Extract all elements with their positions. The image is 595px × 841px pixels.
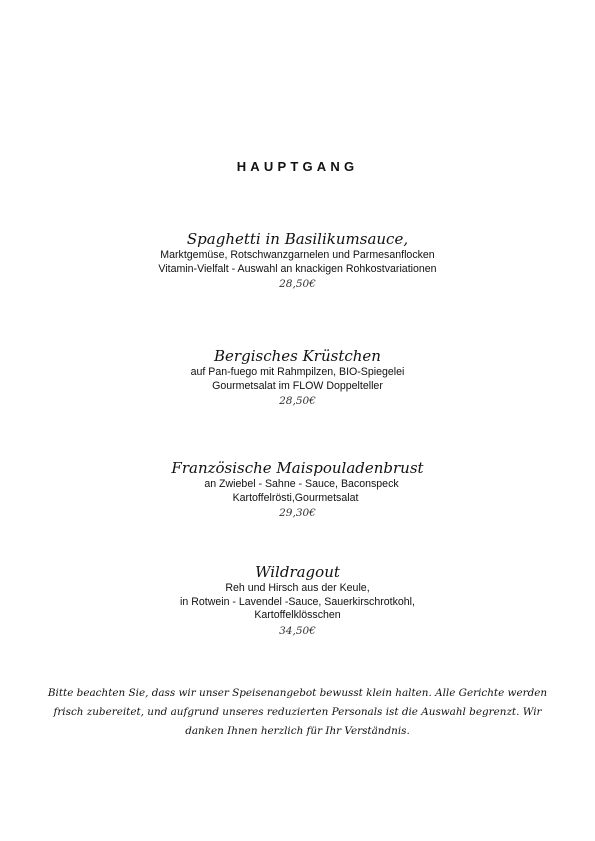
dish-name: Französische Maispouladenbrust [171, 459, 424, 477]
dish-price: 28,50€ [279, 395, 316, 407]
dish-wildragout [0, 564, 595, 638]
dish-name: Bergisches Krüstchen [214, 347, 381, 365]
dish-price: 34,50€ [279, 624, 316, 637]
dish-name: Wildragout [255, 563, 340, 581]
dish-description-line: an Zwiebel - Sahne - Sauce, Baconspeck [204, 478, 399, 490]
dish-name: Spaghetti in Basilikumsauce, [186, 230, 409, 248]
section-heading: HAUPTGANG [236, 159, 359, 174]
dish-spaghetti [0, 231, 595, 291]
dish-maispouladenbrust [0, 460, 595, 520]
dish-description-line: Kartoffelklösschen [254, 609, 341, 621]
dish-description-line: Reh und Hirsch aus der Keule, [225, 582, 370, 594]
dish-description-line: auf Pan-fuego mit Rahmpilzen, BIO-Spiegelei [190, 366, 405, 378]
dish-description-line: Vitamin-Vielfalt - Auswahl an knackigen Rohkostvariationen [158, 262, 437, 275]
availability-note: Bitte beachten Sie, dass wir unser Speisenangebot bewusst klein halten. Alle Gerichte werden frisch zubereitet, und aufgrund unseres reduzierten Personals ist die Auswahl begrenzt. Wir danken Ihnen herzlich für Ihr Verständnis. [47, 687, 548, 737]
dish-price: 29,30€ [279, 507, 316, 519]
dish-description-line: Marktgemüse, Rotschwanzgarnelen und Parmesanflocken [160, 249, 435, 261]
dish-description-line: in Rotwein - Lavendel -Sauce, Sauerkirschrotkohl, [180, 595, 415, 608]
dish-description-line: Kartoffelrösti,Gourmetsalat [232, 491, 359, 504]
dish-kruestchen [0, 348, 595, 408]
dish-price: 28,50€ [279, 278, 316, 290]
dish-description-line: Gourmetsalat im FLOW Doppelteller [212, 379, 383, 392]
